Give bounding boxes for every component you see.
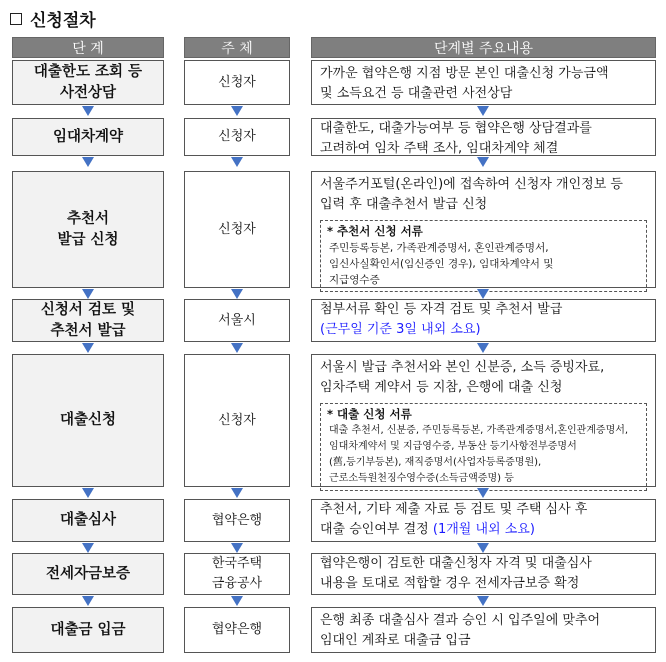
down-arrow-icon <box>477 157 489 169</box>
desc-3-sub-body: 주민등록등본, 가족관계증명서, 혼인관계증명서, 임신사실확인서(임신증인 경우), 임대차계약서 및 지급영수증 <box>329 242 554 286</box>
desc-7-text: 협약은행이 검토한 대출신청자 자격 및 대출심사 내용을 토대로 적합할 경우 전세자금보증 확정 <box>320 556 592 591</box>
desc-5 <box>311 354 656 487</box>
desc-7 <box>311 553 656 595</box>
actor-5: 신청자 <box>184 354 290 487</box>
stage-1: 대출한도 조회 등 사전상담 <box>12 60 164 105</box>
header-actor: 주 체 <box>184 37 290 58</box>
desc-3-sub-box <box>320 220 647 292</box>
down-arrow-icon <box>231 543 243 555</box>
desc-3 <box>311 171 656 288</box>
header-desc: 단계별 주요내용 <box>311 37 656 58</box>
desc-3-sub-title: * 추천서 신청 서류 <box>327 224 423 238</box>
desc-6-text <box>320 500 587 540</box>
down-arrow-icon <box>82 488 94 500</box>
desc-8 <box>311 607 656 653</box>
down-arrow-icon <box>82 543 94 555</box>
desc-3-text: 서울주거포털(온라인)에 접속하여 신청자 개인정보 등 입력 후 대출추천서 발급 신청 <box>320 177 623 212</box>
desc-5-sub-box <box>320 403 647 491</box>
desc-6 <box>311 499 656 542</box>
section-title <box>10 6 96 31</box>
down-arrow-icon <box>82 596 94 608</box>
desc-4-highlight: (근무일 기준 3일 내외 소요) <box>320 322 481 337</box>
desc-2-text: 대출한도, 대출가능여부 등 협약은행 상담결과를 고려하여 임차 주택 조사, 임대차계약 체결 <box>320 121 592 156</box>
down-arrow-icon <box>82 157 94 169</box>
desc-1 <box>311 60 656 105</box>
actor-2: 신청자 <box>184 118 290 156</box>
desc-5-text: 서울시 발급 추천서와 본인 신분증, 소득 증빙자료, 임차주택 계약서 등 지참, 은행에 대출 신청 <box>320 360 605 395</box>
stage-5: 대출신청 <box>12 354 164 487</box>
desc-4-text: 첨부서류 확인 등 자격 검토 및 추천서 발급 <box>320 302 563 317</box>
stage-4: 신청서 검토 및 추천서 발급 <box>12 299 164 342</box>
stage-6: 대출심사 <box>12 499 164 542</box>
down-arrow-icon <box>477 106 489 118</box>
desc-2 <box>311 118 656 156</box>
stage-7: 전세자금보증 <box>12 553 164 595</box>
down-arrow-icon <box>477 488 489 500</box>
down-arrow-icon <box>477 289 489 301</box>
down-arrow-icon <box>82 106 94 118</box>
section-title-text: 신청절차 <box>30 11 96 31</box>
down-arrow-icon <box>477 343 489 355</box>
down-arrow-icon <box>231 157 243 169</box>
actor-7: 한국주택 금융공사 <box>184 553 290 595</box>
down-arrow-icon <box>231 343 243 355</box>
desc-1-text: 가까운 협약은행 지점 방문 본인 대출신청 가능금액 및 소득요건 등 대출관련 사전상담 <box>320 66 609 101</box>
checkbox-square-icon <box>10 13 22 25</box>
actor-8: 협약은행 <box>184 607 290 653</box>
actor-1: 신청자 <box>184 60 290 105</box>
actor-3: 신청자 <box>184 171 290 288</box>
desc-5-sub-body: 대출 추천서, 신분증, 주민등록등본, 가족관계증명서,혼인관계증명서, 임대차계약서 및 지급영수증, 부동산 등기사항전부증명서 (舊,등기부등본), 재직증명서(사업자등록증명원), 근로소득원천징수영수증(소득금액증명) 등 <box>329 425 629 484</box>
actor-4: 서울시 <box>184 299 290 342</box>
desc-8-text: 은행 최종 대출심사 결과 승인 시 입주일에 맞추어 임대인 계좌로 대출금 입금 <box>320 613 601 648</box>
down-arrow-icon <box>477 543 489 555</box>
header-stage: 단 계 <box>12 37 164 58</box>
actor-6: 협약은행 <box>184 499 290 542</box>
desc-6-highlight: (1개월 내외 소요) <box>432 522 535 537</box>
down-arrow-icon <box>477 596 489 608</box>
down-arrow-icon <box>231 596 243 608</box>
desc-5-sub-title: * 대출 신청 서류 <box>327 407 412 421</box>
stage-8: 대출금 입금 <box>12 607 164 653</box>
down-arrow-icon <box>82 343 94 355</box>
stage-2: 임대차계약 <box>12 118 164 156</box>
desc-4 <box>311 299 656 342</box>
down-arrow-icon <box>82 289 94 301</box>
desc-6-main: 추천서, 기타 제출 자료 등 검토 및 주택 심사 후 대출 승인여부 결정 <box>320 502 588 537</box>
down-arrow-icon <box>231 289 243 301</box>
stage-3: 추천서 발급 신청 <box>12 171 164 288</box>
down-arrow-icon <box>231 488 243 500</box>
down-arrow-icon <box>231 106 243 118</box>
